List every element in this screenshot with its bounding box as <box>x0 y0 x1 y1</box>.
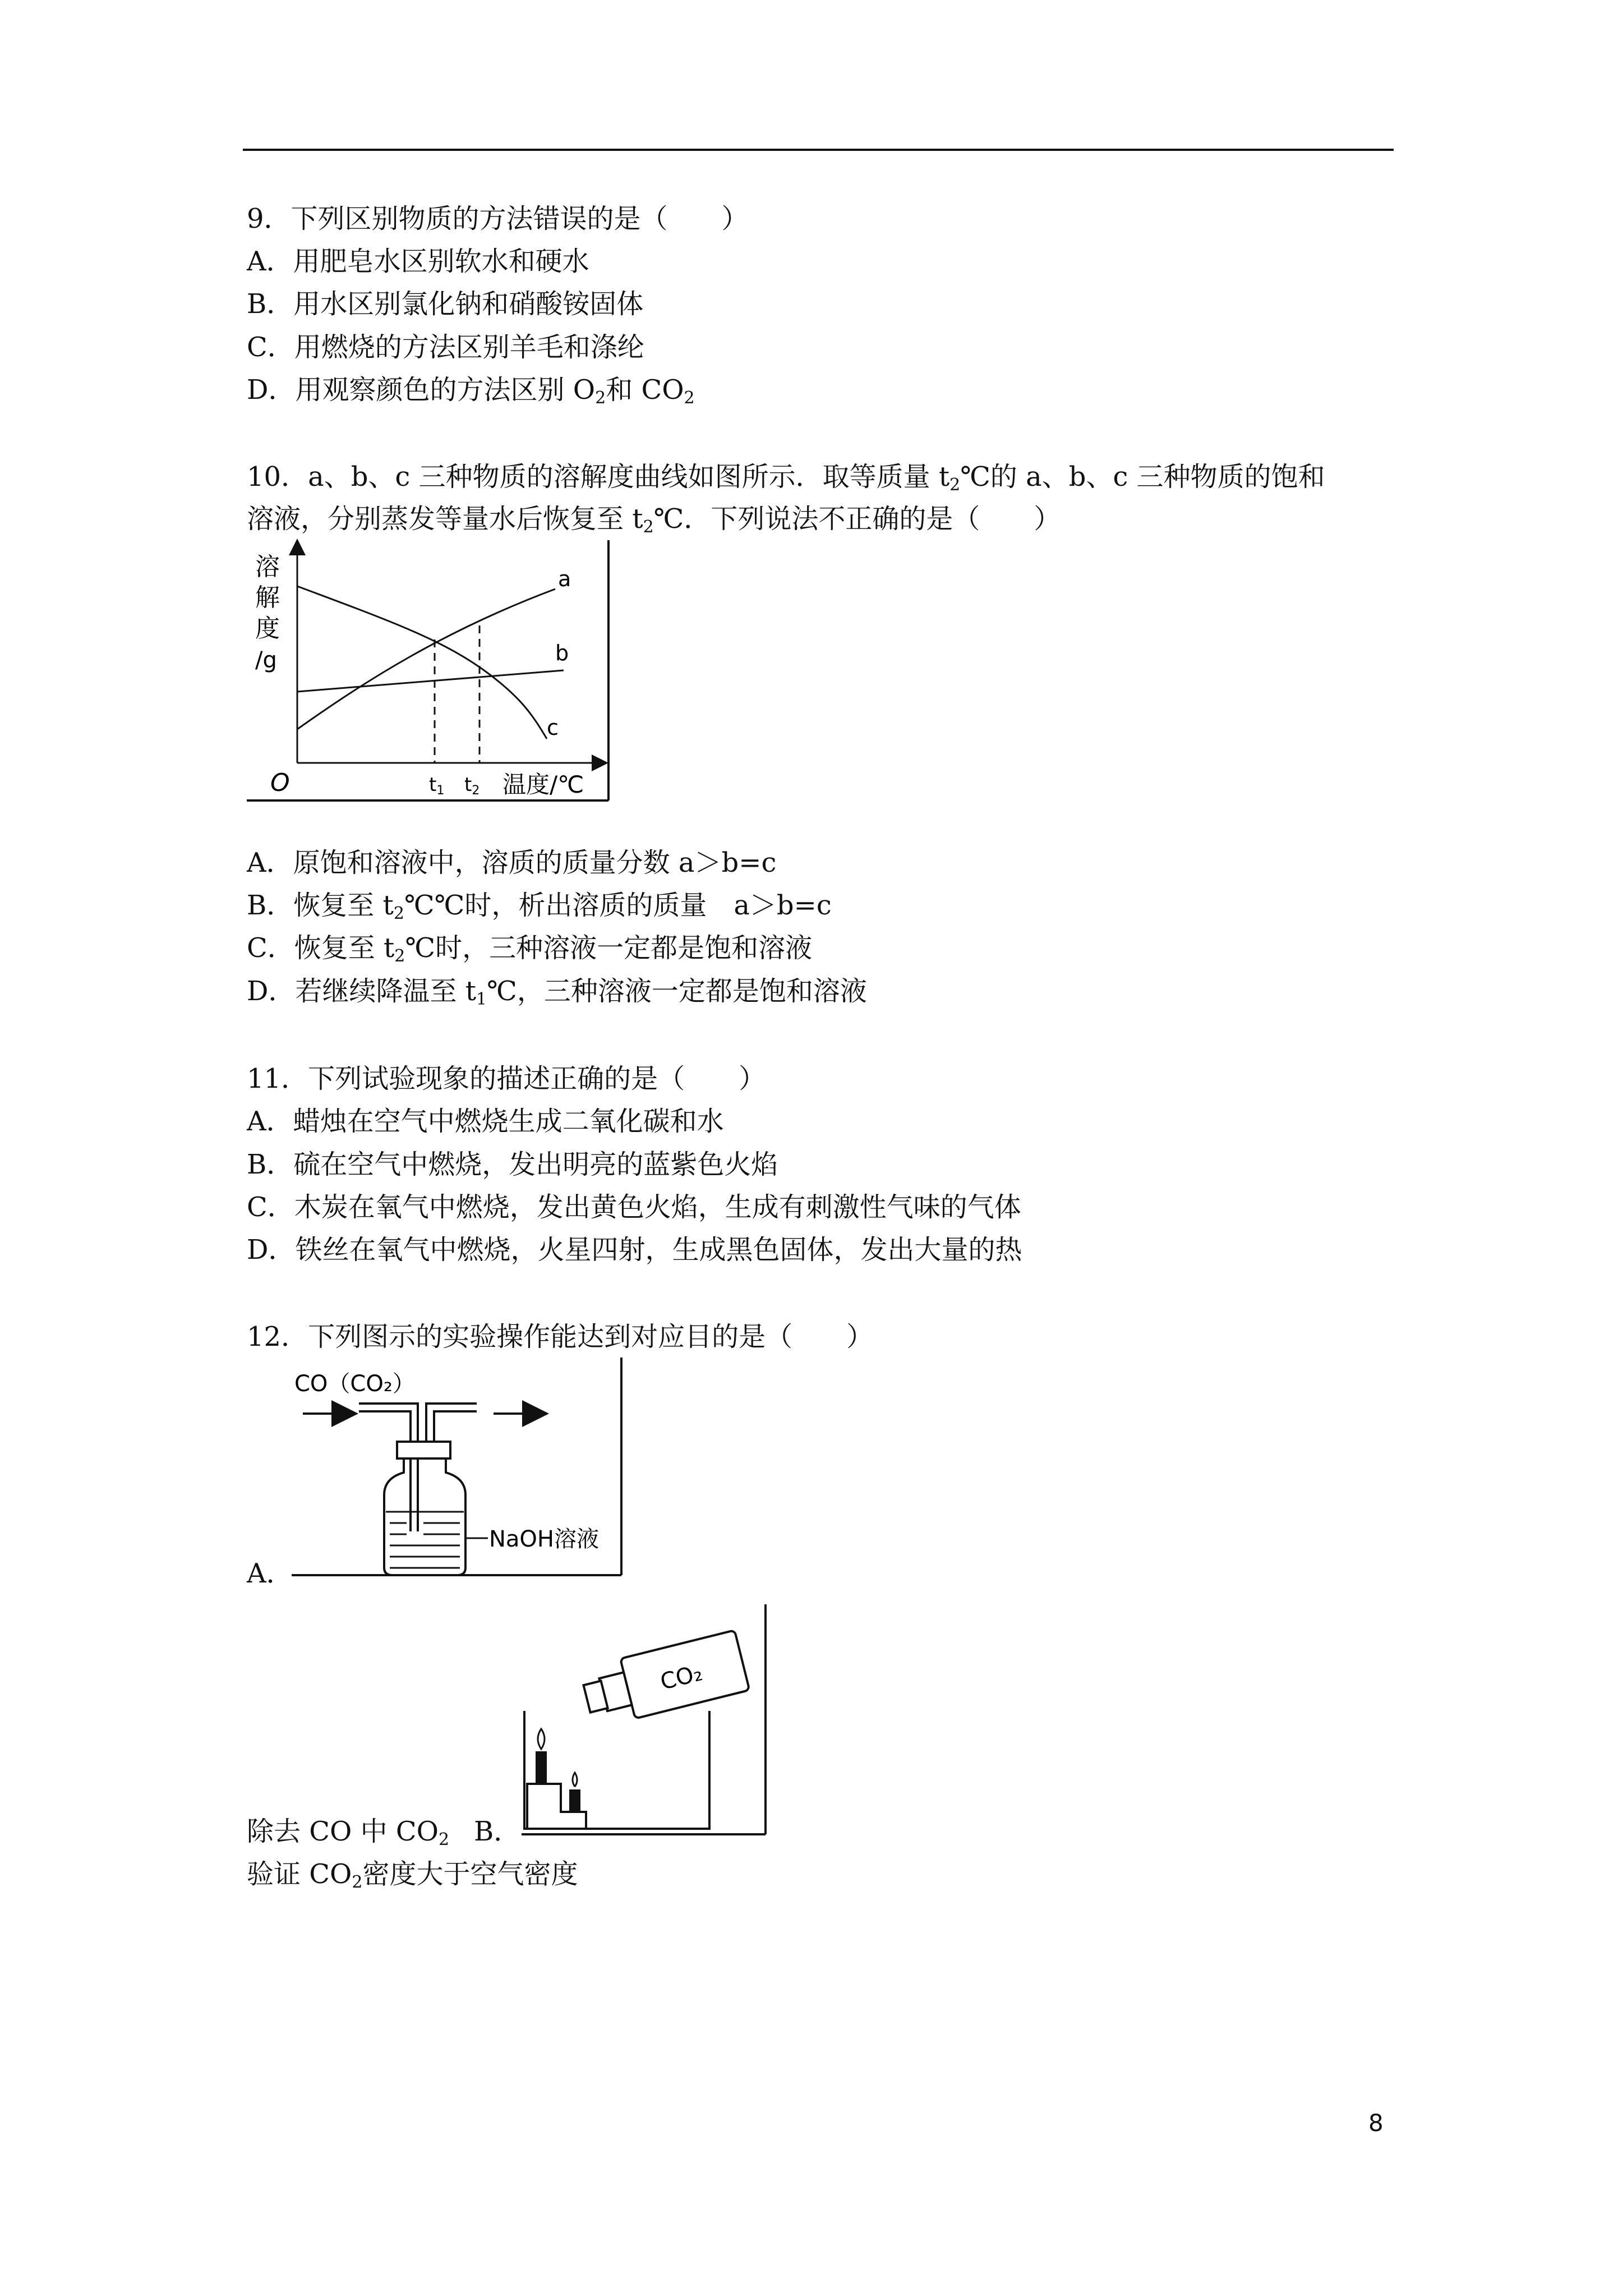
q12-option-b-letter: B． <box>474 1816 521 1847</box>
curve-a-label: a <box>558 567 571 591</box>
page-number: 8 <box>1368 2109 1384 2137</box>
naoh-label: NaOH溶液 <box>489 1526 599 1552</box>
q11-option-d: D．铁丝在氧气中燃烧，火星四射，生成黑色固体，发出大量的热 <box>247 1234 1022 1266</box>
gas-washing-bottle <box>384 1458 465 1575</box>
curve-b-label: b <box>555 641 569 665</box>
q10-stem-line2: 溶液，分别蒸发等量水后恢复至 $t_2℃$．下列说法不正确的是（ ） <box>247 503 1061 537</box>
t2-label: t2 <box>464 774 480 798</box>
upper-flame <box>538 1729 545 1749</box>
q9-option-c: C．用燃烧的方法区别羊毛和涤纶 <box>247 332 644 363</box>
q10-stem-line1: 10．a、b、c 三种物质的溶解度曲线如图所示．取等质量 $t_2℃$的 a、b、c 三种物质的饱和 <box>247 461 1325 495</box>
header-rule <box>243 149 1394 151</box>
q10-option-a: A．原饱和溶液中，溶质的质量分数 a＞b=c <box>247 847 777 878</box>
y-label-2: 解 <box>255 583 280 612</box>
upper-candle <box>536 1751 547 1784</box>
x-axis-label: 温度/℃ <box>502 771 584 798</box>
q12-stem: 12．下列图示的实验操作能达到对应目的是（ ） <box>247 1321 874 1352</box>
gas-label: CO（CO₂） <box>294 1371 415 1397</box>
q11-stem: 11．下列试验现象的描述正确的是（ ） <box>247 1063 766 1094</box>
co2-bottle <box>579 1630 749 1729</box>
lower-flame <box>573 1773 577 1787</box>
q10-option-b: B．恢复至 $t_2℃℃$时，析出溶质的质量 a＞b=c <box>247 890 832 923</box>
q9-option-d: D．用观察颜色的方法区别 $O_2$和 $CO_2$ <box>247 374 695 408</box>
q12-figure-a <box>286 1358 634 1582</box>
q9-stem: 9．下列区别物质的方法错误的是（ ） <box>247 203 749 234</box>
origin-label: O <box>270 769 290 797</box>
q12-option-a-letter: A． <box>247 1558 293 1589</box>
q10-option-d: D．若继续降温至 $t_1℃$，三种溶液一定都是饱和溶液 <box>247 976 867 1009</box>
q10-option-c: C．恢复至 $t_2℃$时，三种溶液一定都是饱和溶液 <box>247 932 813 966</box>
q9-option-b: B．用水区别氯化钠和硝酸铵固体 <box>247 288 644 320</box>
solubility-curve-figure <box>241 536 623 816</box>
lower-candle <box>569 1789 580 1812</box>
q11-option-c: C．木炭在氧气中燃烧，发出黄色火焰，生成有刺激性气味的气体 <box>247 1191 1021 1223</box>
curve-a <box>297 589 555 729</box>
t1-label: t1 <box>429 774 445 798</box>
stopper <box>397 1442 450 1458</box>
q12-figure-a-caption: 除去 CO 中 $CO_2$ <box>247 1816 450 1849</box>
svg-text:CO₂: CO₂ <box>657 1660 706 1695</box>
curve-c-label: c <box>547 715 559 740</box>
q12-figure-b <box>516 1604 774 1840</box>
q12-figure-b-caption: 验证 $CO_2$密度大于空气密度 <box>247 1858 578 1892</box>
beaker <box>524 1711 709 1829</box>
y-label-1: 溶 <box>255 553 280 581</box>
curve-b <box>297 670 564 692</box>
q11-option-a: A．蜡烛在空气中燃烧生成二氧化碳和水 <box>247 1106 724 1137</box>
q9-option-a: A．用肥皂水区别软水和硬水 <box>247 246 589 277</box>
q11-option-b: B．硫在空气中燃烧，发出明亮的蓝紫色火焰 <box>247 1149 778 1180</box>
y-label-4: /g <box>255 647 277 673</box>
curve-c <box>297 586 547 739</box>
y-label-3: 度 <box>255 614 280 643</box>
